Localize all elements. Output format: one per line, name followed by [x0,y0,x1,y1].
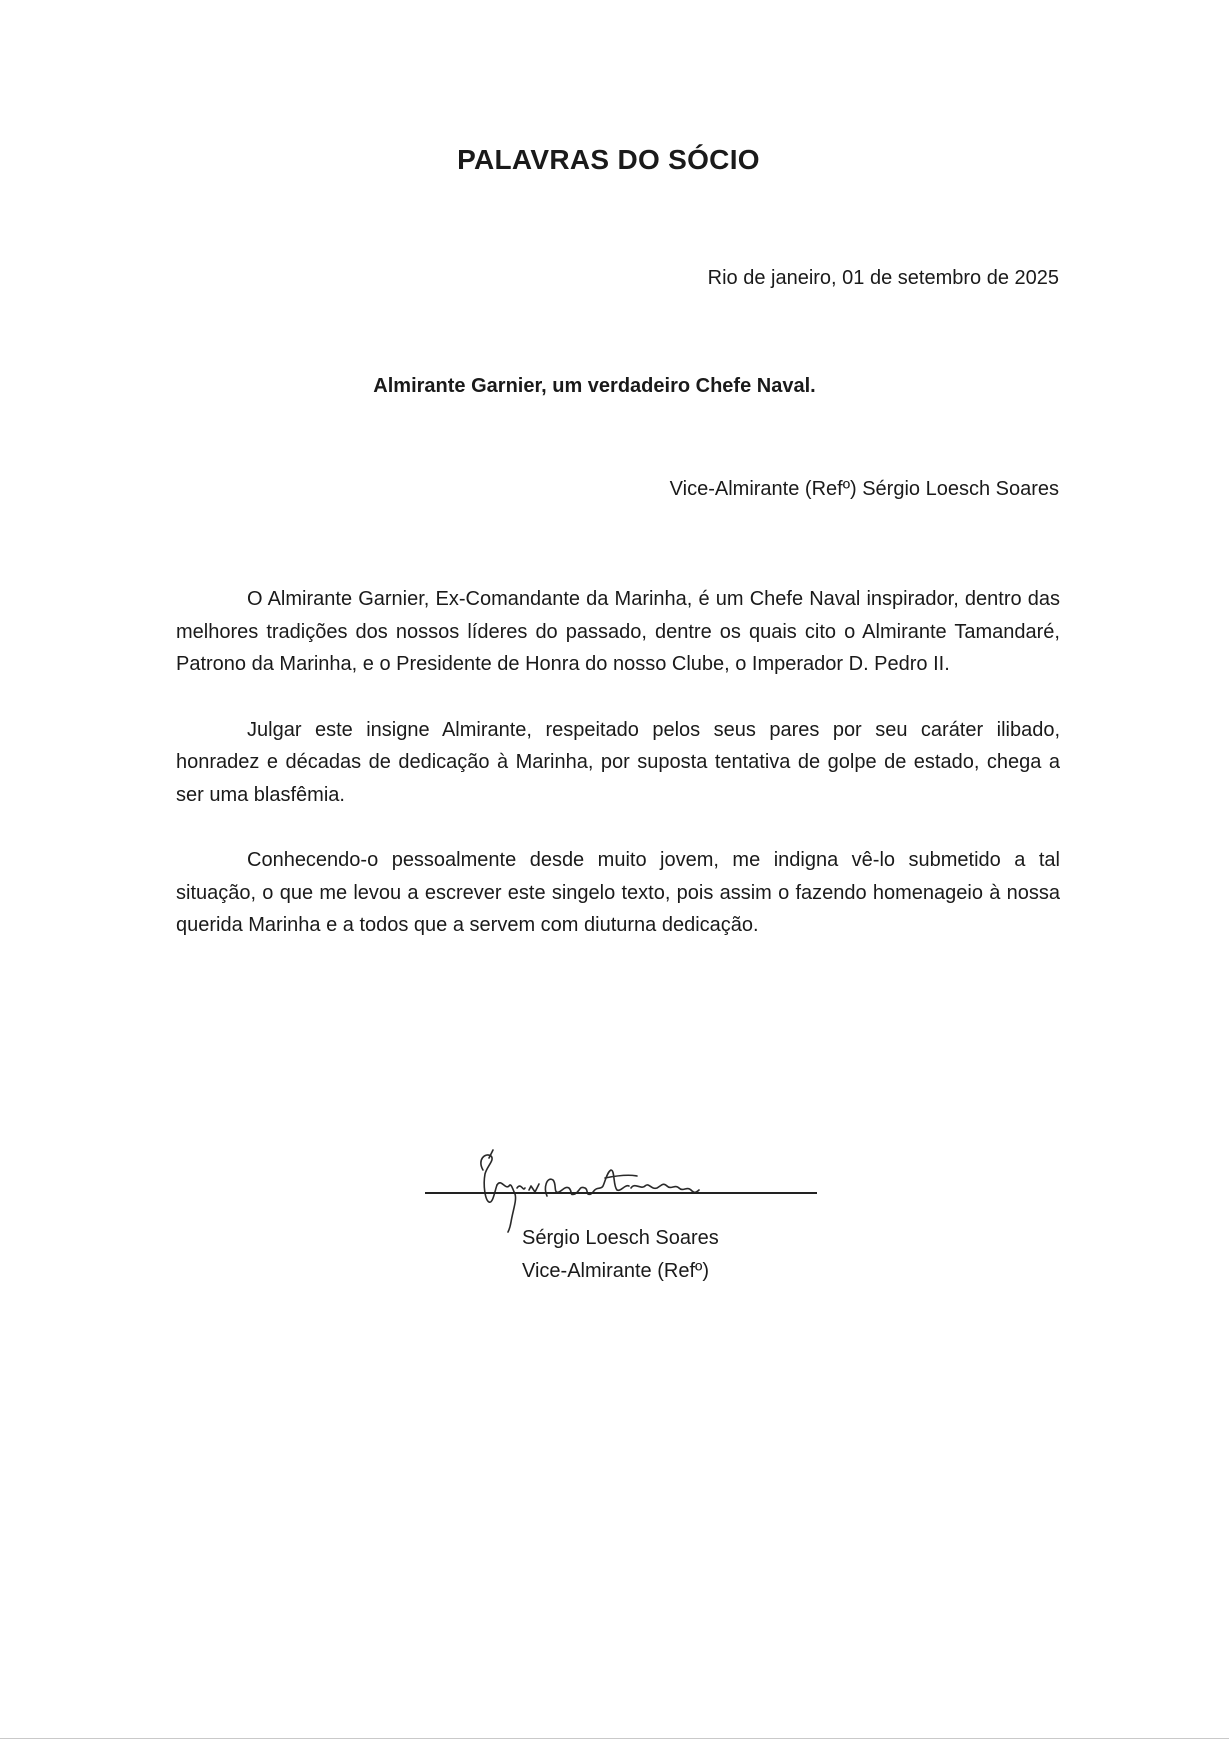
paragraph-2: Julgar este insigne Almirante, respeitado pelos seus pares por seu caráter ilibado, honradez e décadas de dedicação à Marinha, por suposta tentativa de golpe de estado, chega a ser uma blasfêmia. [176,718,1060,806]
signer-rank: Vice-Almirante (Refº) [522,1260,709,1282]
paragraph-3: Conhecendo-o pessoalmente desde muito jovem, me indigna vê-lo submetido a tal situação, o que me levou a escrever este singelo texto, pois assim o fazendo homenageio à nossa querida Marinha e a todos que a servem com diuturna dedicação. [176,849,1060,936]
paragraph-1: O Almirante Garnier, Ex-Comandante da Marinha, é um Chefe Naval inspirador, dentro das melhores tradições dos nossos líderes do passado, dentre os quais cito o Almirante Tamandaré, Patrono da Marinha, e o Presidente de Honra do nosso Clube, o Imperador D. Pedro II. [176,588,1060,675]
article-subtitle [0,375,1229,398]
signer-name: Sérgio Loesch Soares [522,1227,719,1249]
article-subtitle-text: Almirante Garnier, um verdadeiro Chefe Naval. [373,375,816,397]
signature-line [425,1192,817,1194]
page-title [0,144,1229,176]
scan-edge-divider [0,1738,1229,1739]
article-body [176,583,1060,975]
document-date: Rio de janeiro, 01 de setembro de 2025 [707,267,1059,289]
signer-block [522,1222,719,1288]
page-title-text: PALAVRAS DO SÓCIO [457,144,760,175]
author-line: Vice-Almirante (Refº) Sérgio Loesch Soares [669,478,1059,500]
